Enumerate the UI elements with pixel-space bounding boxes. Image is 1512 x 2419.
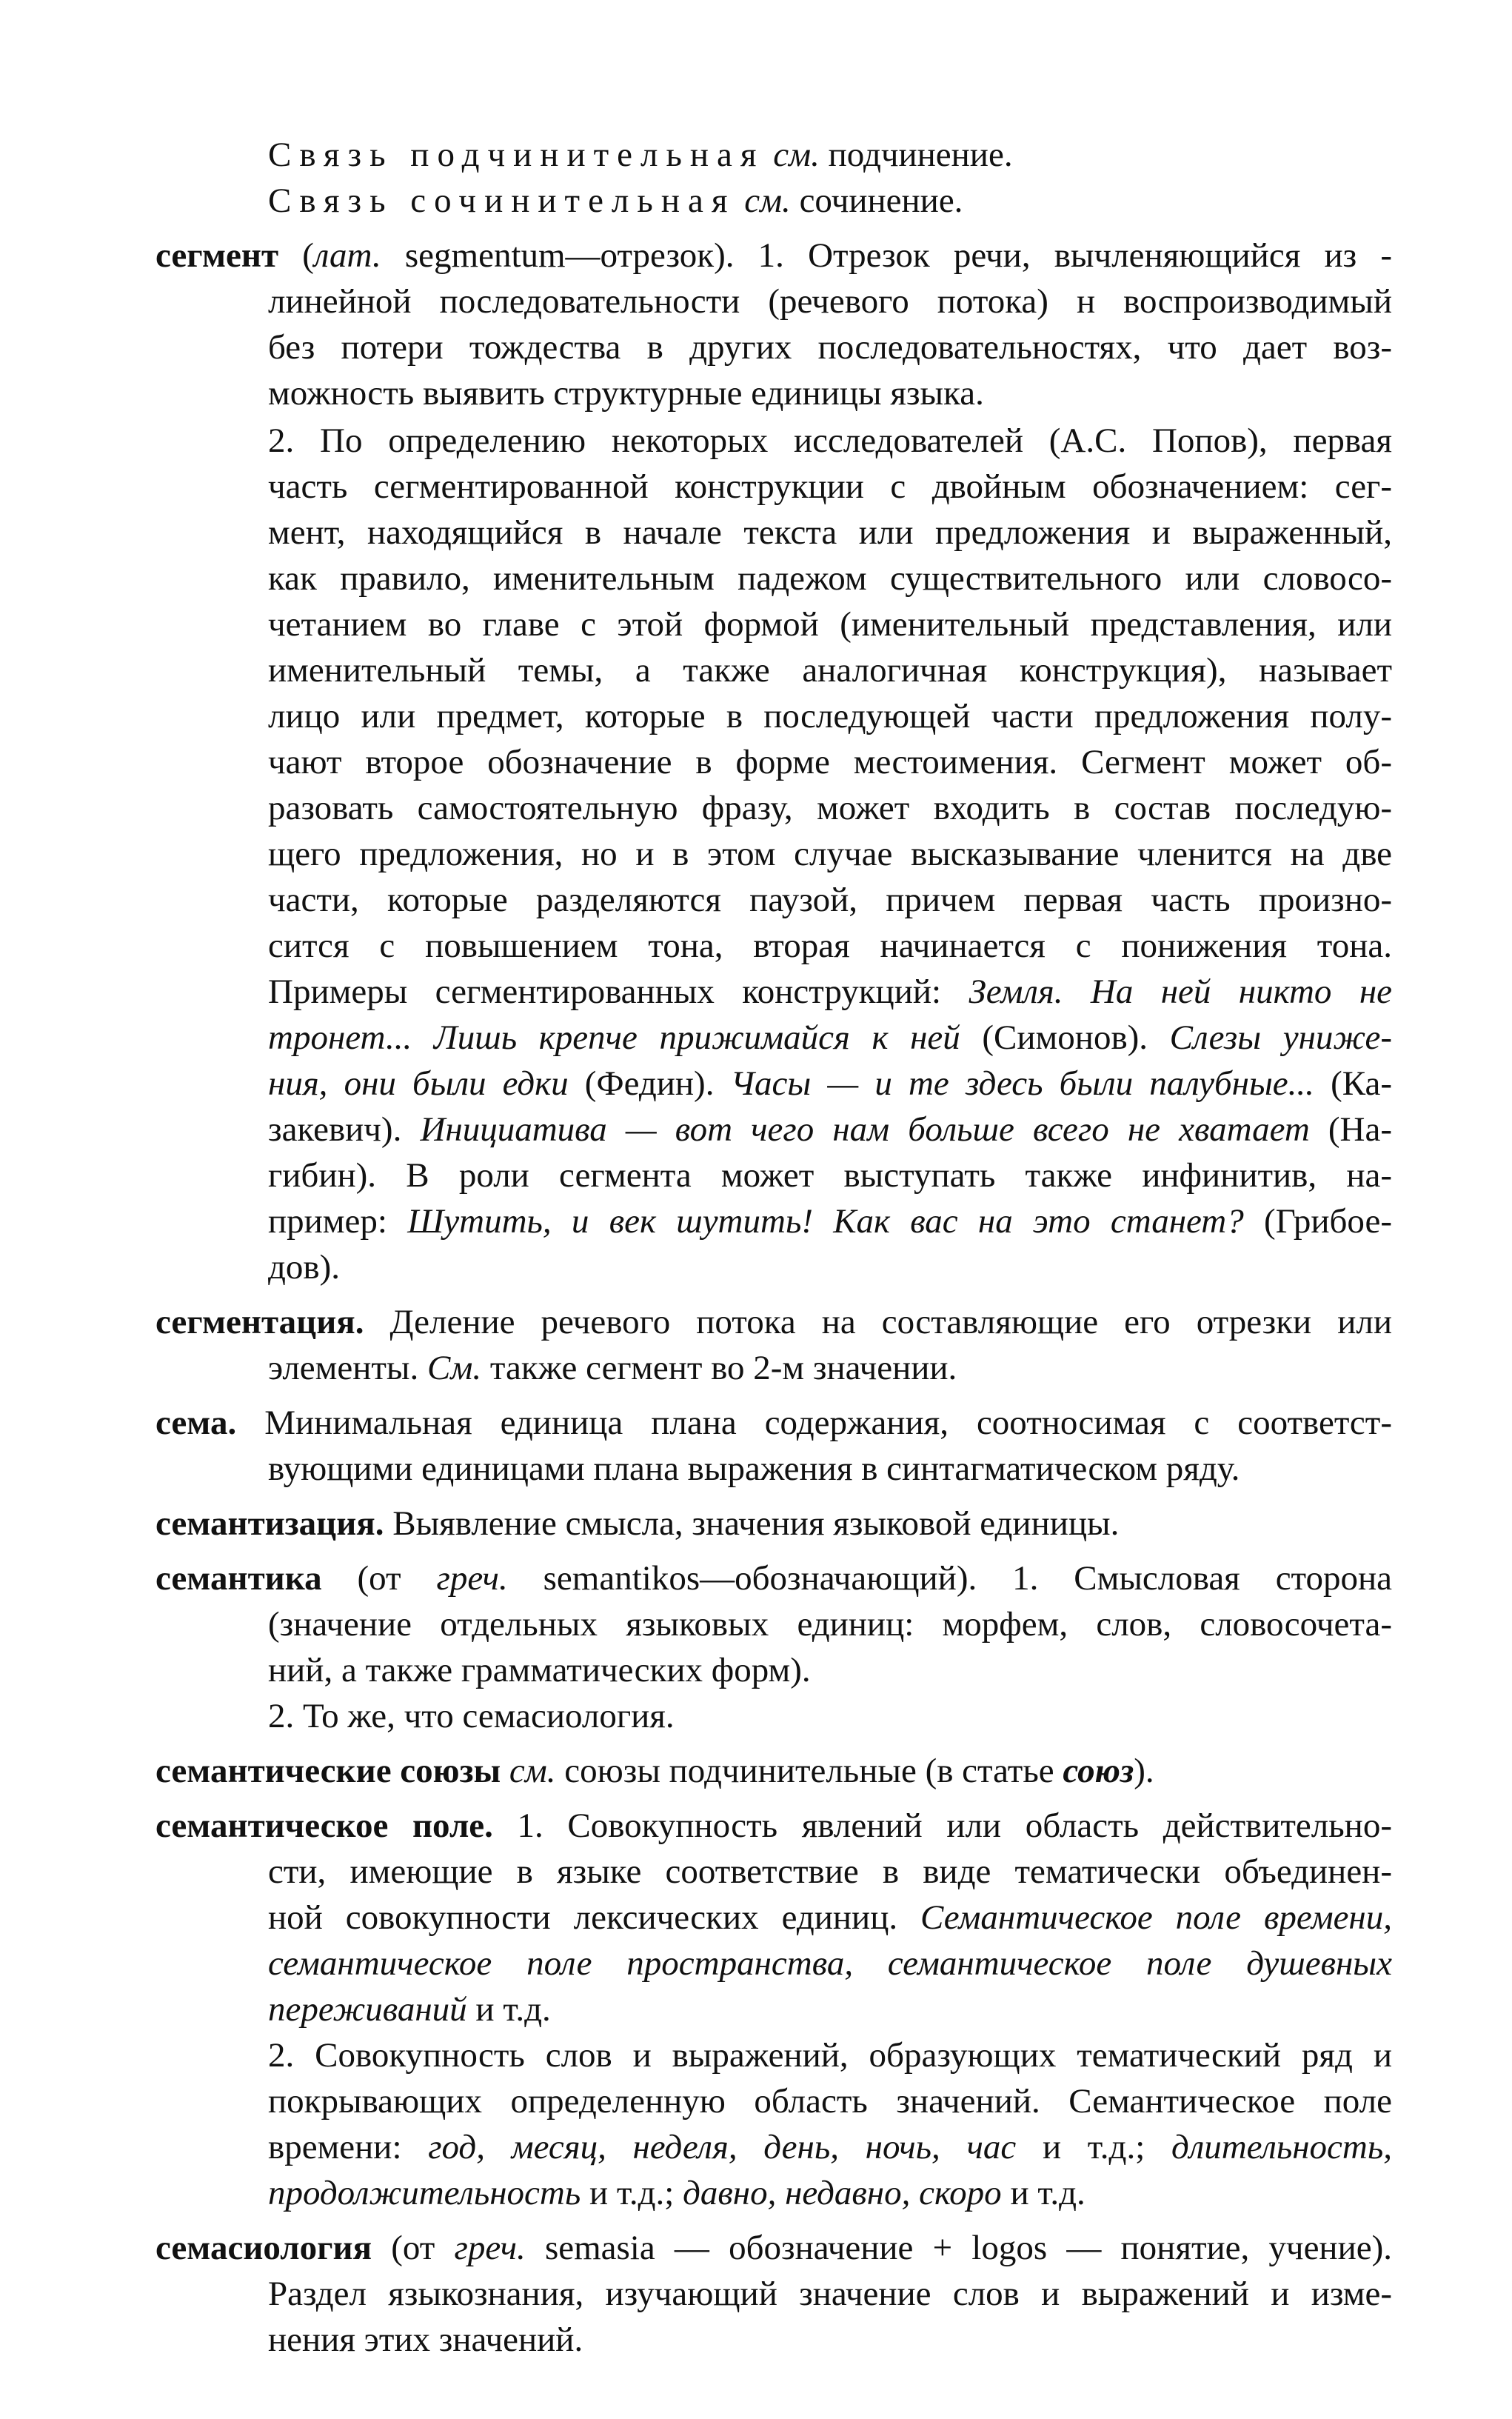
ref-word: сочинение. [799, 181, 963, 220]
ref-term: союз [1063, 1752, 1134, 1790]
entry-line: вующими единицами плана выражения в синтагматическом ряду. [268, 1449, 1240, 1488]
cross-ref-line [268, 178, 963, 224]
entry-term: сегмент [155, 236, 279, 275]
entry-line [268, 1345, 957, 1391]
entry-line: ний, а также грамматических форм). [268, 1651, 811, 1689]
example-text: Земля. На ней никто не [969, 972, 1392, 1011]
entry-line [268, 2124, 1392, 2170]
entry-line [155, 1400, 1392, 1446]
entry-line: как правило, именительным падежом существительного или словосо- [268, 559, 1392, 598]
entry-line: можность выявить структурные единицы языка. [268, 374, 984, 413]
entry-line: части, которые разделяются паузой, причем первая часть произно- [268, 881, 1392, 919]
entry-line: линейной последовательности (речевого потока) н воспроизводимый [268, 282, 1392, 321]
example-text: Инициатива — вот чего нам больше всего не хватает [420, 1110, 1310, 1149]
see-abbr: См. [427, 1349, 482, 1387]
entry-line [155, 1555, 1392, 1601]
cross-ref-line [268, 132, 1013, 178]
entry-line [268, 1198, 1392, 1244]
entry-line: мент, находящийся в начале текста или предложения и выраженный, [268, 513, 1392, 552]
entry-line [268, 1941, 1392, 1986]
example-text: давно, недавно, скоро [683, 2174, 1002, 2212]
text [501, 1752, 509, 1790]
example-text: семантическое поле пространства, семантическое поле душевных [268, 1944, 1392, 1983]
text: semantikos—обозначающий). 1. Смысловая сторона [507, 1559, 1392, 1598]
entry-line: сится с повышением тона, вторая начинается с понижения тона. [268, 927, 1392, 965]
text: Минимальная единица плана содержания, соотносимая с соответст- [236, 1404, 1392, 1442]
lang-abbr: греч. [454, 2229, 526, 2267]
text: и т.д. [466, 1990, 551, 2029]
entry-line: чают второе обозначение в форме местоимения. Сегмент может об- [268, 743, 1392, 781]
see-abbr: см. [744, 181, 791, 220]
example-text: тронет... Лишь крепче прижимайся к ней [268, 1018, 960, 1057]
entry-line [268, 1015, 1392, 1061]
entry-line: 2. Совокупность слов и выражений, образующих тематический ряд и [268, 2036, 1392, 2075]
text: также сегмент во 2-м значении. [481, 1349, 957, 1387]
lang-abbr: лат. [313, 236, 381, 275]
entry-line: 2. То же, что семасиология. [268, 1697, 675, 1735]
text: Примеры сегментированных конструкций: [268, 972, 969, 1011]
text: semasia — обозначение + logos — понятие, учение). [525, 2229, 1392, 2267]
text: пример: [268, 1202, 408, 1241]
entry-line: четанием во главе с этой формой (именительный представления, или [268, 605, 1392, 644]
text: segmentum—отрезок). 1. Отрезок речи, вычленяющийся из - [381, 236, 1392, 275]
entry-line [268, 1895, 1392, 1941]
example-text: Семантическое поле времени, [920, 1898, 1392, 1937]
entry-line [268, 2170, 1086, 2216]
entry-line: щего предложения, но и в этом случае высказывание членится на две [268, 835, 1392, 873]
entry-line: часть сегментированной конструкции с двойным обозначением: сег- [268, 467, 1392, 506]
example-text: год, месяц, неделя, день, ночь, час [428, 2128, 1017, 2166]
text: (Симонов). [960, 1018, 1170, 1057]
entry-term: семантика [155, 1559, 322, 1598]
example-text: переживаний [268, 1990, 467, 2029]
text: (Ка- [1314, 1064, 1392, 1103]
text: союзы подчинительные (в статье [555, 1752, 1063, 1790]
lang-abbr: греч. [436, 1559, 508, 1598]
entry-line [155, 1299, 1392, 1345]
example-text: продолжительность [268, 2174, 581, 2212]
see-abbr: см. [773, 136, 820, 174]
entry-line: покрывающих определенную область значений. Семантическое поле [268, 2082, 1392, 2121]
example-text: ния, они были едки [268, 1064, 569, 1103]
entry-line [155, 233, 1392, 278]
example-text: длительность, [1171, 2128, 1392, 2166]
example-text: Слезы униже- [1169, 1018, 1392, 1057]
text: (Грибое- [1243, 1202, 1392, 1241]
entry-line: разовать самостоятельную фразу, может входить в состав последую- [268, 789, 1392, 827]
entry-line [155, 1501, 1119, 1547]
entry-line [268, 1061, 1392, 1107]
text: элементы. [268, 1349, 428, 1387]
entry-line: без потери тождества в других последовательностях, что дает воз- [268, 328, 1392, 367]
entry-line: гибин). В роли сегмента может выступать также инфинитив, на- [268, 1156, 1392, 1195]
entry-term: семантические союзы [155, 1752, 501, 1790]
entry-line [268, 1107, 1392, 1152]
entry-term: сегментация. [155, 1303, 364, 1341]
text: ). [1134, 1752, 1154, 1790]
entry-line: сти, имеющие в языке соответствие в виде тематически объединен- [268, 1852, 1392, 1891]
entry-line: нения этих значений. [268, 2320, 583, 2359]
text: Деление речевого потока на составляющие его отрезки или [364, 1303, 1392, 1341]
entry-line [155, 1748, 1154, 1794]
entry-line: Раздел языкознания, изучающий значение слов и выражений и изме- [268, 2275, 1392, 2313]
entry-line: именительный темы, а также аналогичная конструкция), называет [268, 651, 1392, 690]
text: и т.д. [1001, 2174, 1086, 2212]
entry-term: семасиология [155, 2229, 372, 2267]
entry-line: 2. По определению некоторых исследователей (А.С. Попов), первая [268, 421, 1392, 460]
entry-line [155, 2225, 1392, 2271]
entry-term: семантическое поле. [155, 1806, 493, 1845]
text: (от [321, 1559, 437, 1598]
text: (от [372, 2229, 455, 2267]
text: и т.д.; [1016, 2128, 1171, 2166]
entry-term: семантизация. [155, 1504, 384, 1543]
ref-word: подчинение. [828, 136, 1013, 174]
text: ( [278, 236, 314, 275]
entry-line [268, 1986, 551, 2032]
entry-line: дов). [268, 1248, 341, 1287]
text: 1. Совокупность явлений или область действительно- [492, 1806, 1392, 1845]
spaced-term: Связь сочинительная [268, 181, 736, 220]
entry-term: сема. [155, 1404, 237, 1442]
text: времени: [268, 2128, 429, 2166]
text: и т.д.; [581, 2174, 683, 2212]
spaced-term: Связь подчинительная [268, 136, 765, 174]
entry-line: лицо или предмет, которые в последующей части предложения полу- [268, 697, 1392, 735]
text: ной совокупности лексических единиц. [268, 1898, 921, 1937]
see-abbr: см. [509, 1752, 556, 1790]
text: закевич). [268, 1110, 421, 1149]
entry-line: (значение отдельных языковых единиц: морфем, слов, словосочета- [268, 1605, 1392, 1644]
entry-line [268, 969, 1392, 1015]
text: (Федин). [568, 1064, 731, 1103]
entry-line [155, 1803, 1392, 1849]
text: Выявление смысла, значения языковой единицы. [384, 1504, 1120, 1543]
example-text: Шутить, и век шутить! Как вас на это станет? [407, 1202, 1244, 1241]
text: (На- [1309, 1110, 1392, 1149]
example-text: Часы — и те здесь были палубные... [730, 1064, 1314, 1103]
